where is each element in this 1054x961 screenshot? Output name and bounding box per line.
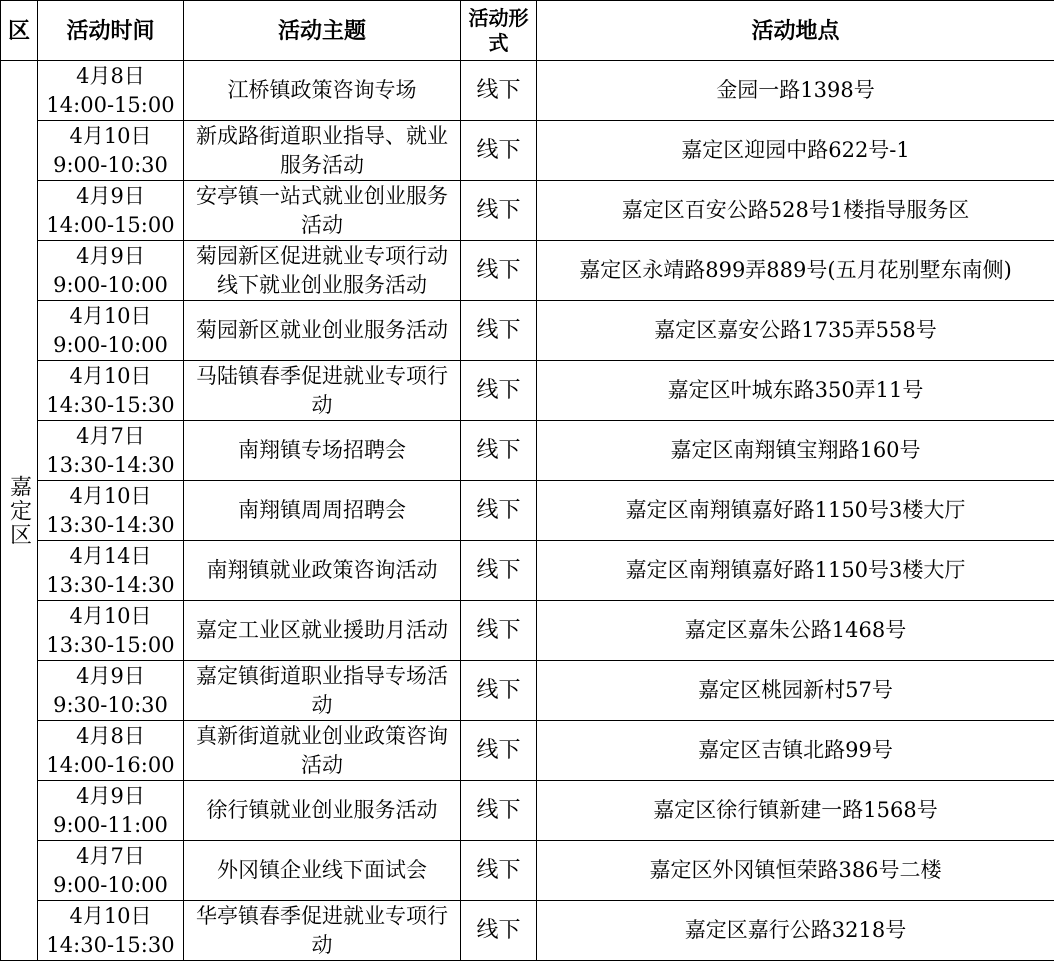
- activity-date: 4月9日: [76, 783, 145, 808]
- activity-date: 4月10日: [69, 603, 152, 628]
- activity-date: 4月7日: [76, 423, 145, 448]
- activity-date: 4月10日: [69, 483, 152, 508]
- activity-time: 9:30-10:30: [53, 692, 168, 717]
- place-cell: 嘉定区百安公路528号1楼指导服务区: [537, 181, 1054, 241]
- table-body: [1, 61, 1054, 961]
- time-cell: [38, 601, 184, 661]
- mode-cell: 线下: [461, 721, 537, 781]
- activity-date: 4月9日: [76, 243, 145, 268]
- mode-cell: 线下: [461, 901, 537, 961]
- topic-cell: 南翔镇专场招聘会: [184, 421, 461, 481]
- place-cell: 嘉定区桃园新村57号: [537, 661, 1054, 721]
- topic-cell: 真新街道就业创业政策咨询活动: [184, 721, 461, 781]
- table-row: [1, 61, 1054, 121]
- topic-cell: 安亭镇一站式就业创业服务活动: [184, 181, 461, 241]
- time-cell: [38, 721, 184, 781]
- mode-cell: 线下: [461, 301, 537, 361]
- topic-cell: 江桥镇政策咨询专场: [184, 61, 461, 121]
- header-place: 活动地点: [537, 1, 1054, 61]
- time-cell: [38, 541, 184, 601]
- mode-cell: 线下: [461, 481, 537, 541]
- mode-cell: 线下: [461, 661, 537, 721]
- place-cell: 嘉定区外冈镇恒荣路386号二楼: [537, 841, 1054, 901]
- activity-date: 4月9日: [76, 663, 145, 688]
- activity-time: 9:00-11:00: [53, 812, 168, 837]
- topic-cell: 华亭镇春季促进就业专项行动: [184, 901, 461, 961]
- activity-time: 13:30-14:30: [46, 572, 175, 597]
- table-row: [1, 181, 1054, 241]
- table-row: [1, 901, 1054, 961]
- time-cell: [38, 661, 184, 721]
- place-cell: 嘉定区吉镇北路99号: [537, 721, 1054, 781]
- activity-time: 13:30-14:30: [46, 512, 175, 537]
- topic-cell: 嘉定工业区就业援助月活动: [184, 601, 461, 661]
- activity-date: 4月14日: [69, 543, 152, 568]
- activity-time: 13:30-14:30: [46, 452, 175, 477]
- table-row: [1, 241, 1054, 301]
- topic-cell: 南翔镇周周招聘会: [184, 481, 461, 541]
- time-cell: [38, 301, 184, 361]
- place-cell: 嘉定区永靖路899弄889号(五月花别墅东南侧): [537, 241, 1054, 301]
- time-cell: [38, 421, 184, 481]
- activity-time: 9:00-10:00: [53, 872, 168, 897]
- topic-cell: 菊园新区促进就业专项行动线下就业创业服务活动: [184, 241, 461, 301]
- activity-time: 14:30-15:30: [46, 392, 175, 417]
- mode-cell: 线下: [461, 121, 537, 181]
- topic-cell: 马陆镇春季促进就业专项行动: [184, 361, 461, 421]
- table-row: [1, 481, 1054, 541]
- place-cell: 嘉定区嘉行公路3218号: [537, 901, 1054, 961]
- activity-date: 4月7日: [76, 843, 145, 868]
- place-cell: 金园一路1398号: [537, 61, 1054, 121]
- activity-date: 4月10日: [69, 123, 152, 148]
- place-cell: 嘉定区南翔镇宝翔路160号: [537, 421, 1054, 481]
- table-row: [1, 421, 1054, 481]
- table-row: [1, 121, 1054, 181]
- time-cell: [38, 241, 184, 301]
- table-row: [1, 301, 1054, 361]
- activity-time: 14:00-15:00: [46, 92, 175, 117]
- topic-cell: 徐行镇就业创业服务活动: [184, 781, 461, 841]
- mode-cell: 线下: [461, 241, 537, 301]
- table-row: [1, 661, 1054, 721]
- mode-cell: 线下: [461, 421, 537, 481]
- header-mode: 活动形式: [461, 1, 537, 61]
- activity-date: 4月9日: [76, 183, 145, 208]
- place-cell: 嘉定区迎园中路622号-1: [537, 121, 1054, 181]
- time-cell: [38, 361, 184, 421]
- topic-cell: 南翔镇就业政策咨询活动: [184, 541, 461, 601]
- time-cell: [38, 781, 184, 841]
- topic-cell: 菊园新区就业创业服务活动: [184, 301, 461, 361]
- mode-cell: 线下: [461, 781, 537, 841]
- mode-cell: 线下: [461, 61, 537, 121]
- table-row: [1, 781, 1054, 841]
- place-cell: 嘉定区嘉安公路1735弄558号: [537, 301, 1054, 361]
- activity-time: 14:00-16:00: [46, 752, 175, 777]
- activity-time: 9:00-10:00: [53, 332, 168, 357]
- mode-cell: 线下: [461, 841, 537, 901]
- time-cell: [38, 841, 184, 901]
- place-cell: 嘉定区南翔镇嘉好路1150号3楼大厅: [537, 541, 1054, 601]
- table-row: [1, 541, 1054, 601]
- table-row: [1, 721, 1054, 781]
- table-row: [1, 601, 1054, 661]
- activity-date: 4月10日: [69, 303, 152, 328]
- time-cell: [38, 901, 184, 961]
- table-row: [1, 841, 1054, 901]
- time-cell: [38, 121, 184, 181]
- activity-date: 4月8日: [76, 63, 145, 88]
- district-cell: 嘉定区: [1, 61, 38, 961]
- header-topic: 活动主题: [184, 1, 461, 61]
- activity-date: 4月10日: [69, 363, 152, 388]
- header-time: 活动时间: [38, 1, 184, 61]
- activity-date: 4月8日: [76, 723, 145, 748]
- activity-time: 13:30-15:00: [46, 632, 175, 657]
- activity-date: 4月10日: [69, 903, 152, 928]
- mode-cell: 线下: [461, 541, 537, 601]
- time-cell: [38, 61, 184, 121]
- activity-time: 9:00-10:00: [53, 272, 168, 297]
- place-cell: 嘉定区南翔镇嘉好路1150号3楼大厅: [537, 481, 1054, 541]
- mode-cell: 线下: [461, 181, 537, 241]
- topic-cell: 嘉定镇街道职业指导专场活动: [184, 661, 461, 721]
- time-cell: [38, 181, 184, 241]
- time-cell: [38, 481, 184, 541]
- topic-cell: 外冈镇企业线下面试会: [184, 841, 461, 901]
- place-cell: 嘉定区徐行镇新建一路1568号: [537, 781, 1054, 841]
- header-district: 区: [1, 1, 38, 61]
- place-cell: 嘉定区叶城东路350弄11号: [537, 361, 1054, 421]
- header-row: [1, 1, 1054, 61]
- table-row: [1, 361, 1054, 421]
- table-header: [1, 1, 1054, 61]
- mode-cell: 线下: [461, 601, 537, 661]
- activity-time: 9:00-10:30: [53, 152, 168, 177]
- mode-cell: 线下: [461, 361, 537, 421]
- activity-time: 14:00-15:00: [46, 212, 175, 237]
- topic-cell: 新成路街道职业指导、就业服务活动: [184, 121, 461, 181]
- place-cell: 嘉定区嘉朱公路1468号: [537, 601, 1054, 661]
- activity-time: 14:30-15:30: [46, 932, 175, 957]
